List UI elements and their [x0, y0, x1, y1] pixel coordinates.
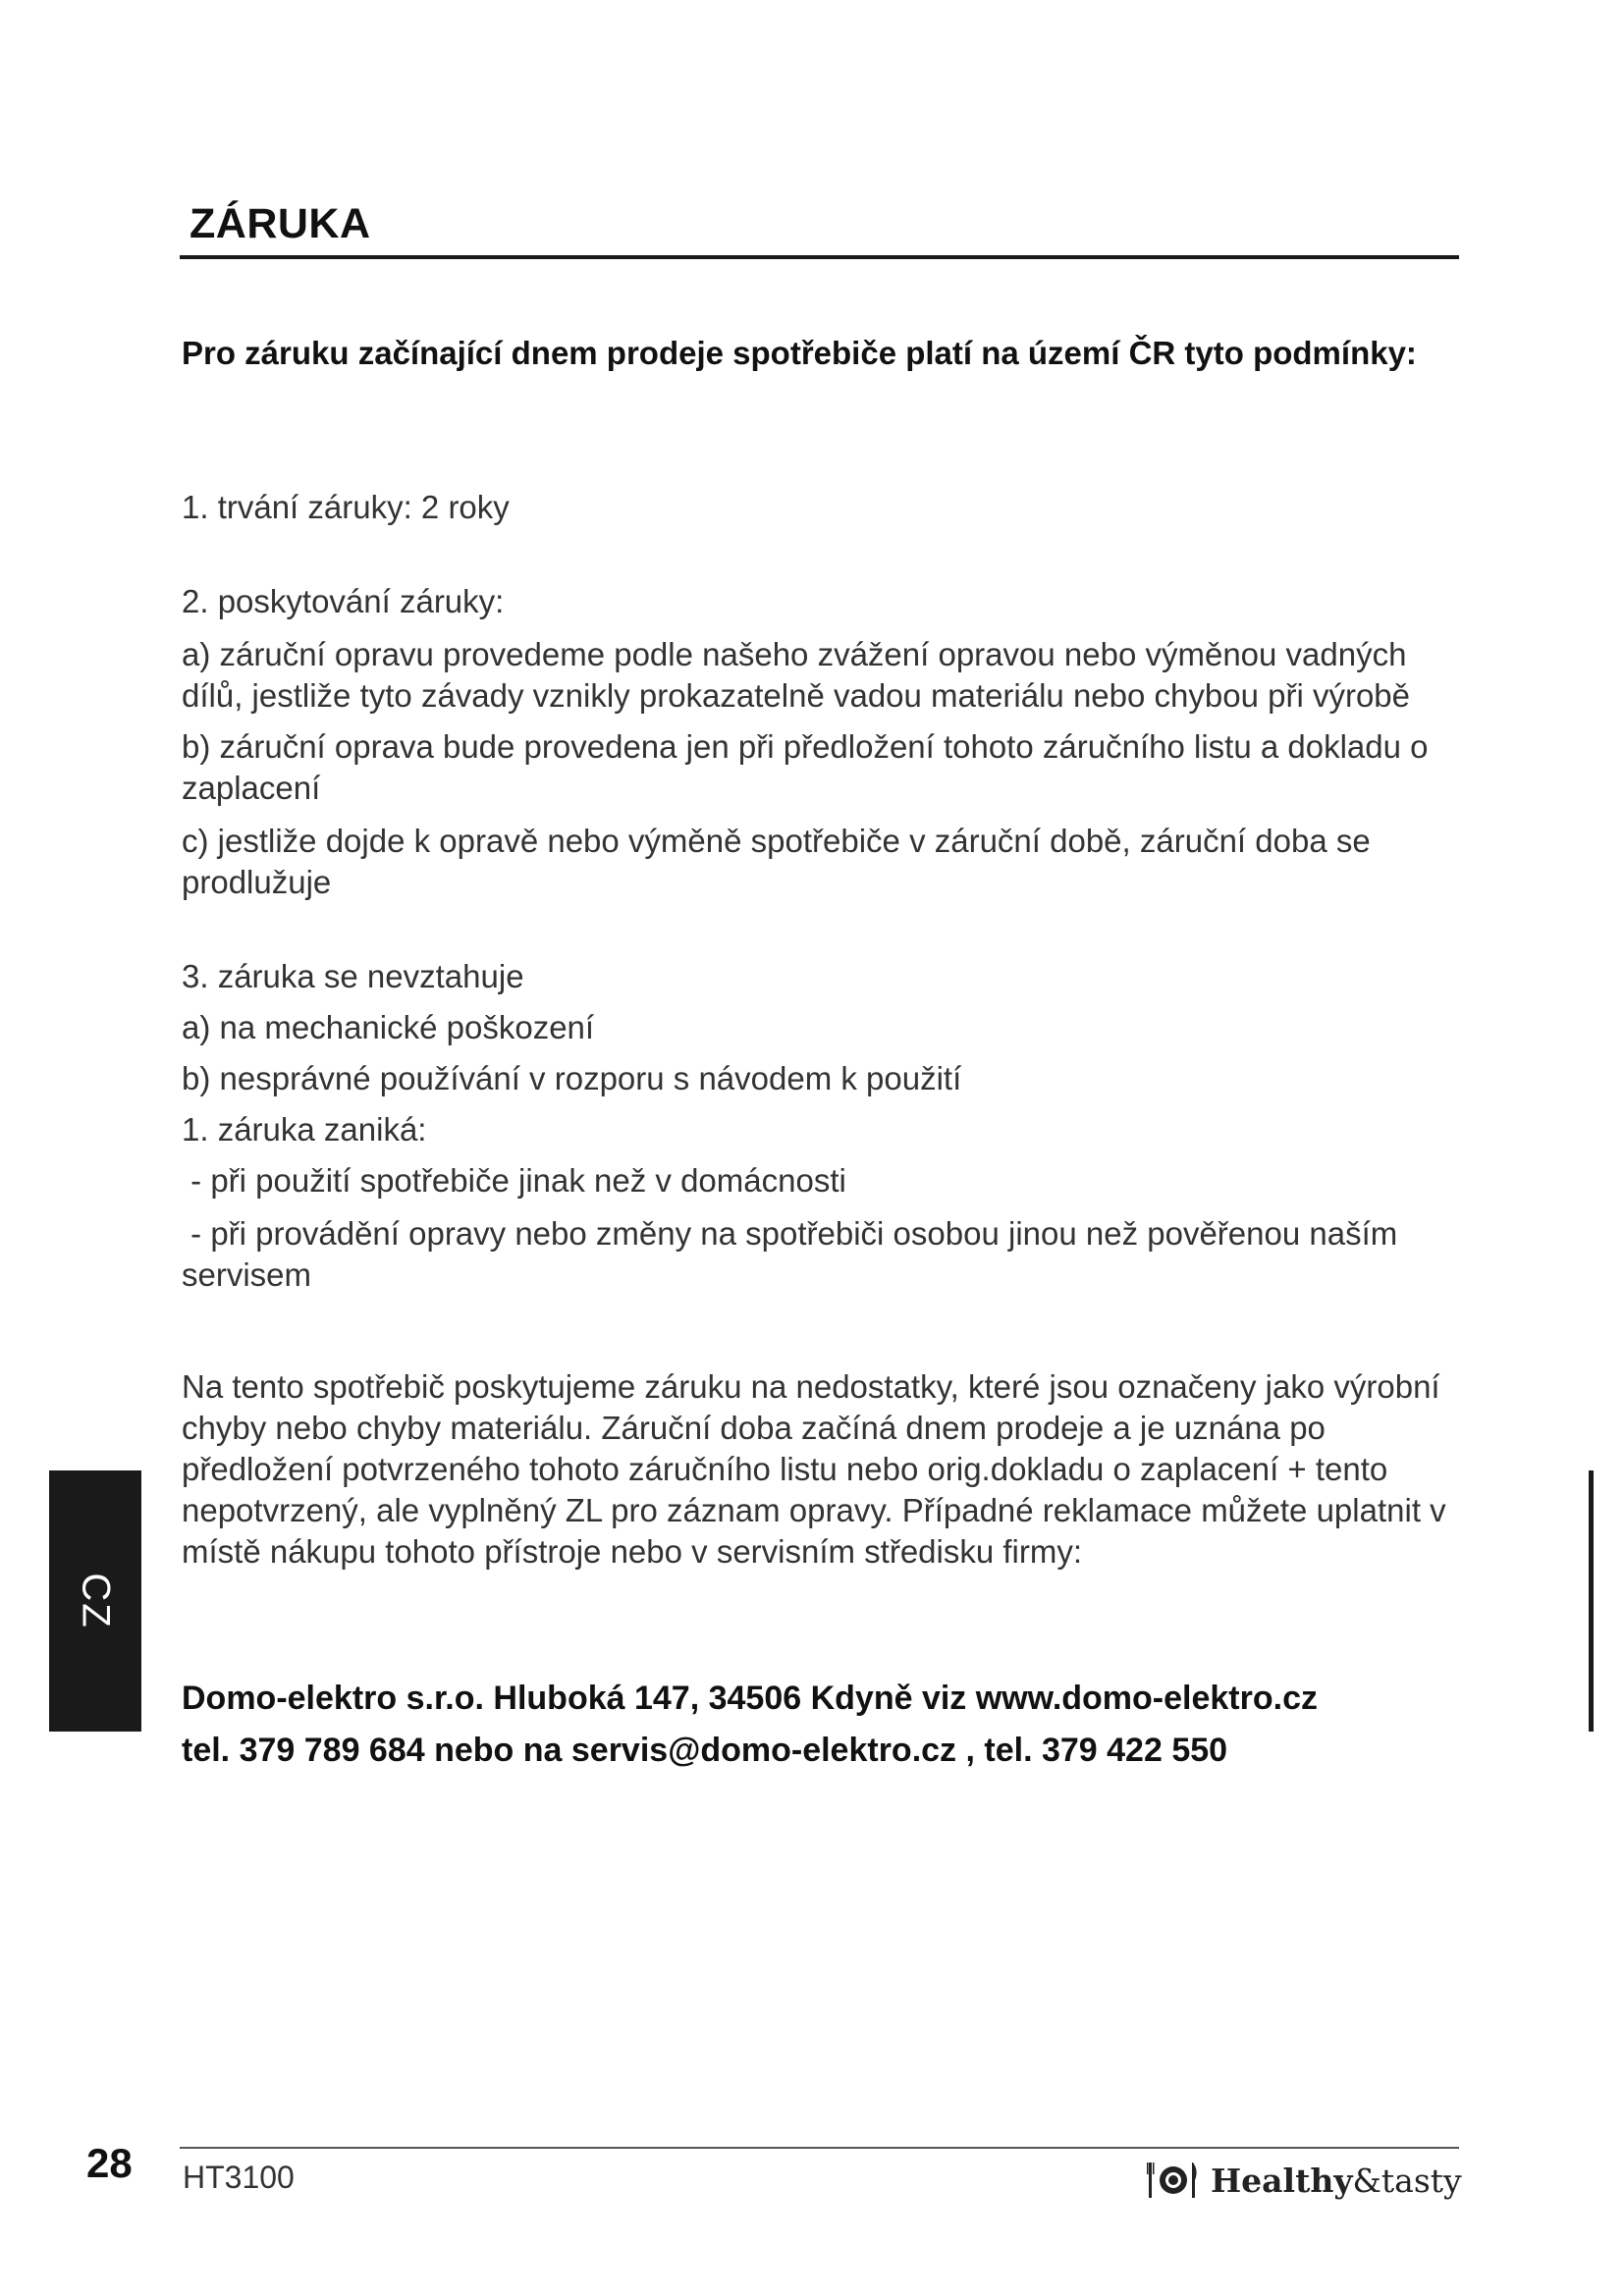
- contact-address: Domo-elektro s.r.o. Hluboká 147, 34506 Kdyně viz www.domo-elektro.cz: [182, 1680, 1318, 1717]
- contact-phones: tel. 379 789 684 nebo na servis@domo-elektro.cz , tel. 379 422 550: [182, 1732, 1228, 1769]
- model-number: HT3100: [183, 2160, 295, 2195]
- brand-name-rest: &tasty: [1352, 2161, 1462, 2200]
- brand-name: [1211, 2162, 1462, 2200]
- warranty-paragraph: Na tento spotřebič poskytujeme záruku na nedostatky, které jsou označeny jako výrobní chyby nebo chyby materiálu. Záruční doba začíná dnem prodeje a je uznána po předložení potvrzeného tohoto záručního listu nebo orig.dokladu o zaplacení + tento nepotvrzený, ale vyplněný ZL pro záznam opravy. Případné reklamace můžete uplatnit v místě nákupu tohoto přístroje nebo v servisním středisku firmy:: [182, 1368, 1446, 1570]
- warranty-item-termination: 1. záruka zaniká:: [182, 1111, 427, 1148]
- warranty-item-provision-b: b) záruční oprava bude provedena jen při předložení tohoto záručního listu a dokladu o zaplacení: [182, 728, 1429, 806]
- warranty-item-provision-c: c) jestliže dojde k opravě nebo výměně spotřebiče v záruční době, záruční doba se prodlužuje: [182, 823, 1371, 900]
- warranty-item-provision: 2. poskytování záruky:: [182, 583, 505, 619]
- brand-name-strong: Healthy: [1211, 2161, 1353, 2200]
- language-tab: [49, 1470, 141, 1732]
- warranty-item-termination-a: - při použití spotřebiče jinak než v domácnosti: [182, 1162, 846, 1199]
- heading-underline: [180, 255, 1459, 259]
- right-margin-bar: [1589, 1470, 1594, 1732]
- warranty-item-provision-a: a) záruční opravu provedeme podle našeho zvážení opravou nebo výměnou vadných dílů, jestliže tyto závady vznikly prokazatelně vadou materiálu nebo chybou při výrobě: [182, 636, 1411, 714]
- warranty-item-termination-b: - při provádění opravy nebo změny na spotřebiči osobou jinou než pověřenou naším servisem: [182, 1215, 1407, 1293]
- warranty-item-duration: 1. trvání záruky: 2 roky: [182, 489, 510, 525]
- warranty-item-exclusions-b: b) nesprávné používání v rozporu s návodem k použití: [182, 1060, 962, 1096]
- page-number: 28: [86, 2140, 133, 2186]
- brand-logo: [1146, 2156, 1462, 2205]
- warranty-item-exclusions: 3. záruka se nevztahuje: [182, 958, 524, 994]
- warranty-item-exclusions-a: a) na mechanické poškození: [182, 1009, 595, 1045]
- section-heading: ZÁRUKA: [189, 200, 371, 247]
- cutlery-plate-icon: [1146, 2159, 1201, 2202]
- intro-text: Pro záruku začínající dnem prodeje spotřebiče platí na území ČR tyto podmínky:: [182, 335, 1417, 371]
- language-tab-label: CZ: [74, 1573, 118, 1629]
- footer-rule: [180, 2147, 1459, 2149]
